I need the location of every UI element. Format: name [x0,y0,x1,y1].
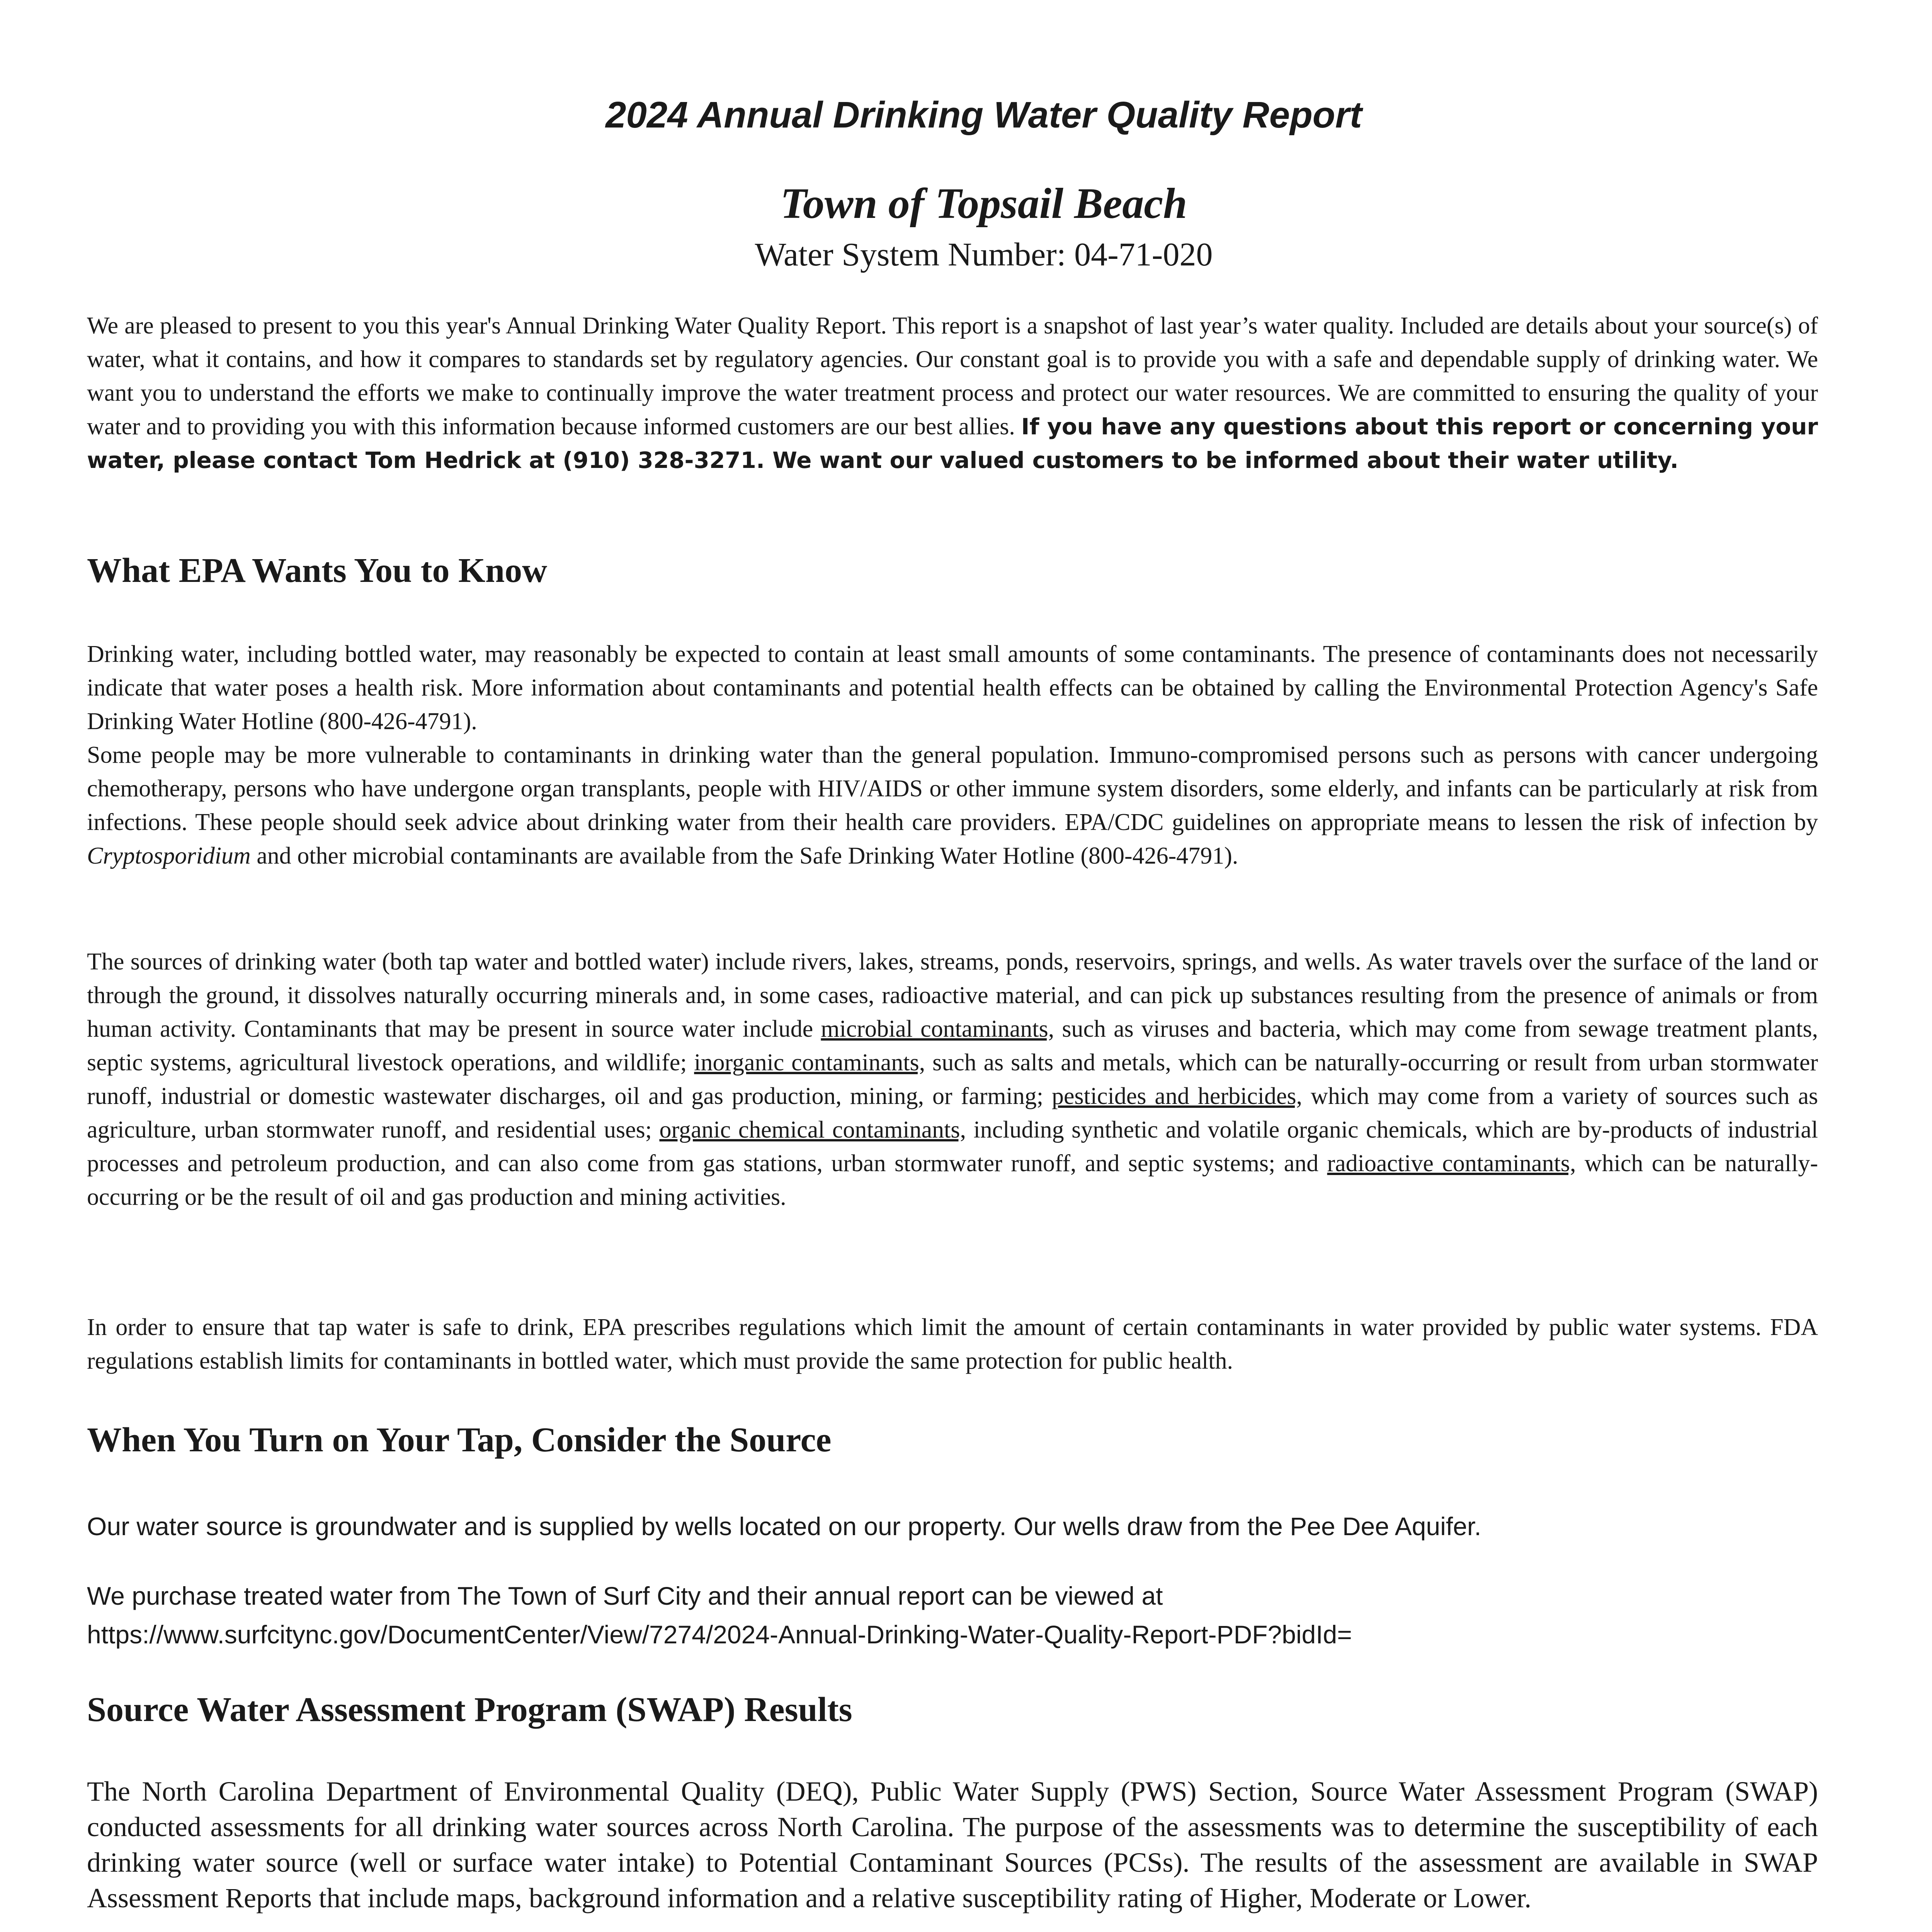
epa-paragraph-1 [87,638,1818,873]
epa-paragraph-1b: Some people may be more vulnerable to contaminants in drinking water than the general population. Immuno-compromised persons such as persons with cancer undergoing chemotherapy, persons who have undergone organ transplants, people with HIV/AIDS or other immune system disorders, some elderly, and infants can be particularly at risk from infections. These people should seek advice about drinking water from their health care providers. EPA/CDC guidelines on appropriate means to lessen the risk of infection by Cryptosporidium and other microbial contaminants are available from the Safe Drinking Water Hotline (800-426-4791). [87,742,1818,869]
swap-heading: Source Water Assessment Program (SWAP) Results [87,1690,852,1729]
swap-paragraph-1: The North Carolina Department of Environmental Quality (DEQ), Public Water Supply (PWS) Section, Source Water Assessment Program (SWAP) conducted assessments for all drinking water sources across North Carolina. The purpose of the assessments was to determine the susceptibility of each drinking water source (well or surface water intake) to Potential Contaminant Sources (PCSs). The results of the assessment are available in SWAP Assessment Reports that include maps, background information and a relative susceptibility rating of Higher, Moderate or Lower. [87,1776,1818,1913]
report-title: 2024 Annual Drinking Water Quality Report [605,94,1362,136]
microbial-contaminants-term: microbial contaminants, [821,1016,1054,1042]
inorganic-contaminants-term: inorganic contaminants, [694,1049,925,1076]
source-paragraph-1: Our water source is groundwater and is supplied by wells located on our property. Our wells draw from the Pee Dee Aquifer. [87,1512,1481,1541]
town-name: Town of Topsail Beach [780,180,1187,228]
radioactive-contaminants-term: radioactive contaminants, [1327,1150,1576,1177]
intro-contact-text: If you have any questions about this report or concerning your water, please contact Tom Hedrick at (910) 328-3271. We want our valued customers to be informed about their water utility. [87,413,1818,473]
epa-heading: What EPA Wants You to Know [87,551,548,590]
intro-text: We are pleased to present to you this year's Annual Drinking Water Quality Report. This report is a snapshot of last year’s water quality. Included are details about your source(s) of water, what it contains, and how it compares to standards set by regulatory agencies. Our constant goal is to provide you with a safe and dependable supply of drinking water. We want you to understand the efforts we make to continually improve the water treatment process and protect our water resources. We are committed to ensuring the quality of your water and to providing you with this information because informed customers are our best allies. [87,313,1818,440]
organic-chemical-contaminants-term: organic chemical contaminants, [659,1117,966,1143]
source-paragraph-2: We purchase treated water from The Town of Surf City and their annual report can be viewed at https://www.surfcitync.gov/DocumentCenter/View/7274/2024-Annual-Drinking-Water-Quality-Report-PDF?bidId= [87,1577,1849,1654]
intro-paragraph [87,309,1818,477]
water-system-number: Water System Number: 04-71-020 [755,236,1213,273]
epa-paragraph-2: The sources of drinking water (both tap water and bottled water) include rivers, lakes, streams, ponds, reservoirs, springs, and wells. As water travels over the surface of the land or through the ground, it dissolves naturally occurring minerals and, in some cases, radioactive material, and can pick up substances resulting from the presence of animals or from human activity. Contaminants that may be present in source water include microbial contaminants, such as viruses and bacteria, which may come from sewage treatment plants, septic systems, agricultural livestock operations, and wildlife; inorganic contaminants, such as salts and metals, which can be naturally-occurring or result from urban stormwater runoff, industrial or domestic wastewater discharges, oil and gas production, mining, or farming; pesticides and herbicides, which may come from a variety of sources such as agriculture, urban stormwater runoff, and residential uses; organic chemical contaminants, including synthetic and volatile organic chemicals, which are by-products of industrial processes and petroleum production, and can also come from gas stations, urban stormwater runoff, and septic systems; and radioactive contaminants, which can be naturally-occurring or be the result of oil and gas production and mining activities. [87,949,1818,1210]
source-heading: When You Turn on Your Tap, Consider the Source [87,1421,832,1459]
cryptosporidium-term: Cryptosporidium [87,843,251,869]
epa-paragraph-3: In order to ensure that tap water is safe to drink, EPA prescribes regulations which limit the amount of certain contaminants in water provided by public water systems. FDA regulations establish limits for contaminants in bottled water, which must provide the same protection for public health. [87,1314,1818,1374]
epa-paragraph-1a: Drinking water, including bottled water, may reasonably be expected to contain at least small amounts of some contaminants. The presence of contaminants does not necessarily indicate that water poses a health risk. More information about contaminants and potential health effects can be obtained by calling the Environmental Protection Agency's Safe Drinking Water Hotline (800-426-4791). [87,641,1818,735]
surf-city-report-link[interactable]: https://www.surfcitync.gov/DocumentCenter/View/7274/2024-Annual-Drinking-Water-Quality-Report-PDF?bidId= [87,1620,1352,1649]
pesticides-herbicides-term: pesticides and herbicides, [1052,1083,1303,1109]
